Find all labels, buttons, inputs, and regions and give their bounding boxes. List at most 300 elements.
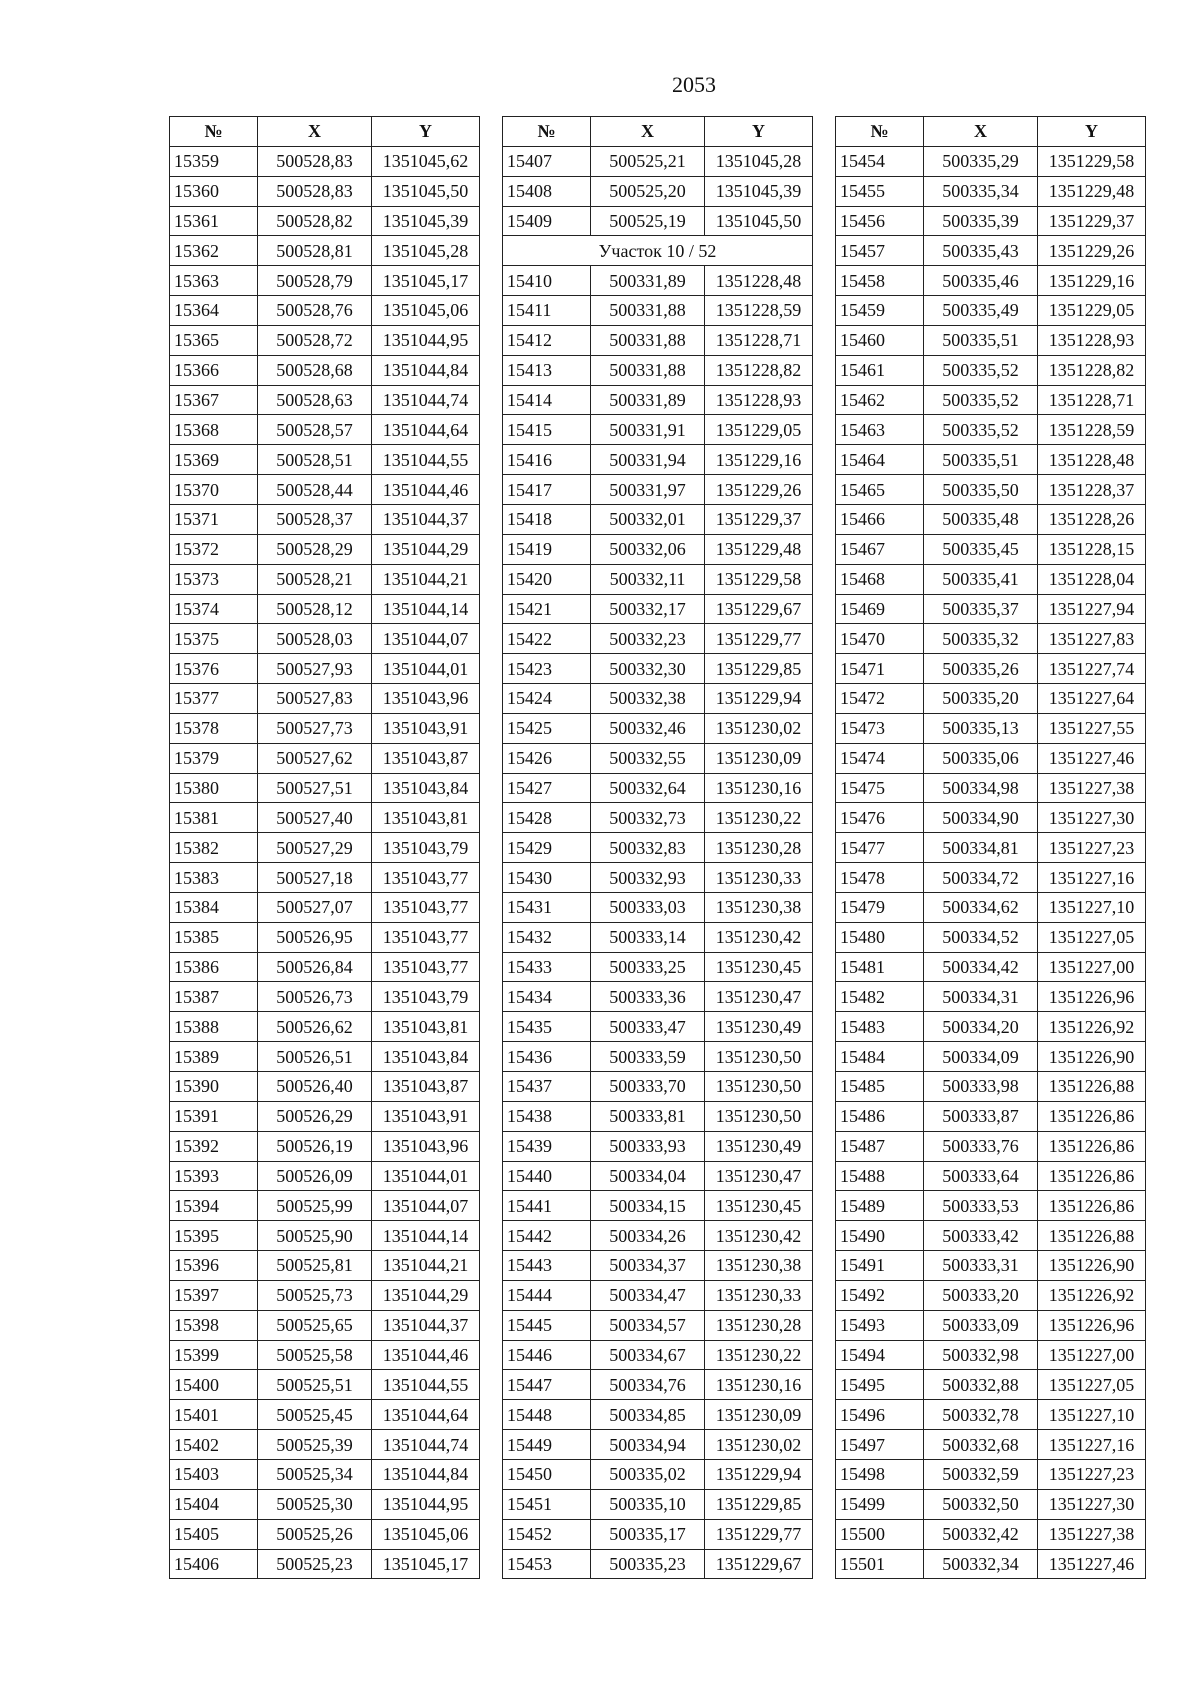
table-row: [503, 1191, 813, 1221]
table-row: [170, 863, 480, 893]
y-coordinate-cell: 1351045,50: [705, 206, 813, 236]
y-coordinate-cell: 1351230,49: [705, 1012, 813, 1042]
point-number-cell: 15489: [836, 1191, 924, 1221]
y-coordinate-cell: 1351230,09: [705, 743, 813, 773]
point-number-cell: 15465: [836, 475, 924, 505]
x-coordinate-cell: 500333,87: [924, 1101, 1038, 1131]
point-number-cell: 15428: [503, 803, 591, 833]
x-coordinate-cell: 500528,12: [258, 594, 372, 624]
y-coordinate-cell: 1351227,64: [1038, 684, 1146, 714]
point-number-cell: 15467: [836, 534, 924, 564]
y-coordinate-cell: 1351227,74: [1038, 654, 1146, 684]
x-coordinate-cell: 500528,21: [258, 564, 372, 594]
point-number-cell: 15426: [503, 743, 591, 773]
x-coordinate-cell: 500333,36: [591, 982, 705, 1012]
y-coordinate-cell: 1351043,87: [372, 1072, 480, 1102]
point-number-cell: 15480: [836, 922, 924, 952]
x-coordinate-cell: 500333,14: [591, 922, 705, 952]
x-coordinate-cell: 500528,63: [258, 385, 372, 415]
x-coordinate-cell: 500526,19: [258, 1131, 372, 1161]
table-row: [170, 504, 480, 534]
y-coordinate-cell: 1351044,29: [372, 534, 480, 564]
x-coordinate-cell: 500332,88: [924, 1370, 1038, 1400]
y-coordinate-cell: 1351228,59: [1038, 415, 1146, 445]
table-row: [836, 594, 1146, 624]
x-coordinate-cell: 500335,26: [924, 654, 1038, 684]
y-coordinate-cell: 1351226,88: [1038, 1072, 1146, 1102]
point-number-cell: 15420: [503, 564, 591, 594]
point-number-cell: 15403: [170, 1459, 258, 1489]
table-row: [503, 206, 813, 236]
y-coordinate-cell: 1351227,23: [1038, 1459, 1146, 1489]
point-number-cell: 15398: [170, 1310, 258, 1340]
point-number-cell: 15387: [170, 982, 258, 1012]
y-coordinate-cell: 1351044,14: [372, 594, 480, 624]
x-coordinate-cell: 500527,40: [258, 803, 372, 833]
y-coordinate-cell: 1351044,21: [372, 1251, 480, 1281]
header-y: Y: [1038, 117, 1146, 147]
table-row: [836, 1131, 1146, 1161]
table-row: [836, 1012, 1146, 1042]
x-coordinate-cell: 500334,90: [924, 803, 1038, 833]
table-row: [836, 1549, 1146, 1579]
x-coordinate-cell: 500528,03: [258, 624, 372, 654]
point-number-cell: 15394: [170, 1191, 258, 1221]
point-number-cell: 15386: [170, 952, 258, 982]
x-coordinate-cell: 500526,09: [258, 1161, 372, 1191]
y-coordinate-cell: 1351043,77: [372, 892, 480, 922]
table-row: [836, 1221, 1146, 1251]
table-row: [836, 1519, 1146, 1549]
x-coordinate-cell: 500334,52: [924, 922, 1038, 952]
point-number-cell: 15421: [503, 594, 591, 624]
table-row: [836, 296, 1146, 326]
x-coordinate-cell: 500334,76: [591, 1370, 705, 1400]
x-coordinate-cell: 500528,68: [258, 355, 372, 385]
y-coordinate-cell: 1351230,28: [705, 833, 813, 863]
x-coordinate-cell: 500335,48: [924, 504, 1038, 534]
y-coordinate-cell: 1351230,38: [705, 1251, 813, 1281]
point-number-cell: 15447: [503, 1370, 591, 1400]
table-row: [170, 266, 480, 296]
y-coordinate-cell: 1351044,84: [372, 355, 480, 385]
point-number-cell: 15399: [170, 1340, 258, 1370]
point-number-cell: 15385: [170, 922, 258, 952]
point-number-cell: 15492: [836, 1280, 924, 1310]
y-coordinate-cell: 1351230,02: [705, 713, 813, 743]
x-coordinate-cell: 500331,88: [591, 355, 705, 385]
x-coordinate-cell: 500334,62: [924, 892, 1038, 922]
header-number: №: [503, 117, 591, 147]
table-row: [503, 475, 813, 505]
table-row: [503, 1161, 813, 1191]
x-coordinate-cell: 500525,30: [258, 1489, 372, 1519]
y-coordinate-cell: 1351230,16: [705, 1370, 813, 1400]
x-coordinate-cell: 500334,26: [591, 1221, 705, 1251]
y-coordinate-cell: 1351227,00: [1038, 952, 1146, 982]
y-coordinate-cell: 1351230,02: [705, 1430, 813, 1460]
x-coordinate-cell: 500525,26: [258, 1519, 372, 1549]
x-coordinate-cell: 500526,84: [258, 952, 372, 982]
x-coordinate-cell: 500526,51: [258, 1042, 372, 1072]
y-coordinate-cell: 1351045,39: [705, 176, 813, 206]
table-row: [836, 445, 1146, 475]
x-coordinate-cell: 500334,37: [591, 1251, 705, 1281]
y-coordinate-cell: 1351226,86: [1038, 1161, 1146, 1191]
y-coordinate-cell: 1351229,77: [705, 624, 813, 654]
point-number-cell: 15445: [503, 1310, 591, 1340]
table-row: [170, 325, 480, 355]
y-coordinate-cell: 1351230,42: [705, 922, 813, 952]
x-coordinate-cell: 500332,30: [591, 654, 705, 684]
point-number-cell: 15452: [503, 1519, 591, 1549]
y-coordinate-cell: 1351230,45: [705, 952, 813, 982]
point-number-cell: 15446: [503, 1340, 591, 1370]
point-number-cell: 15359: [170, 146, 258, 176]
table-row: [503, 1221, 813, 1251]
table-row: [170, 594, 480, 624]
x-coordinate-cell: 500333,47: [591, 1012, 705, 1042]
point-number-cell: 15423: [503, 654, 591, 684]
x-coordinate-cell: 500527,29: [258, 833, 372, 863]
table-row: [503, 1430, 813, 1460]
y-coordinate-cell: 1351044,95: [372, 1489, 480, 1519]
y-coordinate-cell: 1351229,94: [705, 684, 813, 714]
point-number-cell: 15427: [503, 773, 591, 803]
point-number-cell: 15471: [836, 654, 924, 684]
point-number-cell: 15402: [170, 1430, 258, 1460]
table-row: [836, 1280, 1146, 1310]
y-coordinate-cell: 1351044,07: [372, 624, 480, 654]
y-coordinate-cell: 1351226,86: [1038, 1191, 1146, 1221]
point-number-cell: 15474: [836, 743, 924, 773]
header-row: [836, 117, 1146, 147]
y-coordinate-cell: 1351226,96: [1038, 1310, 1146, 1340]
point-number-cell: 15451: [503, 1489, 591, 1519]
y-coordinate-cell: 1351230,16: [705, 773, 813, 803]
y-coordinate-cell: 1351044,55: [372, 1370, 480, 1400]
point-number-cell: 15425: [503, 713, 591, 743]
point-number-cell: 15477: [836, 833, 924, 863]
table-row: [170, 713, 480, 743]
x-coordinate-cell: 500335,32: [924, 624, 1038, 654]
table-row: [836, 952, 1146, 982]
x-coordinate-cell: 500528,83: [258, 146, 372, 176]
y-coordinate-cell: 1351227,23: [1038, 833, 1146, 863]
x-coordinate-cell: 500331,88: [591, 325, 705, 355]
y-coordinate-cell: 1351043,96: [372, 1131, 480, 1161]
y-coordinate-cell: 1351228,93: [1038, 325, 1146, 355]
y-coordinate-cell: 1351043,91: [372, 713, 480, 743]
x-coordinate-cell: 500334,57: [591, 1310, 705, 1340]
point-number-cell: 15478: [836, 863, 924, 893]
y-coordinate-cell: 1351043,84: [372, 1042, 480, 1072]
x-coordinate-cell: 500332,23: [591, 624, 705, 654]
point-number-cell: 15404: [170, 1489, 258, 1519]
coordinate-table-1: [169, 116, 480, 1579]
x-coordinate-cell: 500527,93: [258, 654, 372, 684]
x-coordinate-cell: 500334,72: [924, 863, 1038, 893]
point-number-cell: 15383: [170, 863, 258, 893]
y-coordinate-cell: 1351044,07: [372, 1191, 480, 1221]
point-number-cell: 15500: [836, 1519, 924, 1549]
table-row: [503, 1489, 813, 1519]
y-coordinate-cell: 1351226,88: [1038, 1221, 1146, 1251]
y-coordinate-cell: 1351229,67: [705, 1549, 813, 1579]
x-coordinate-cell: 500335,37: [924, 594, 1038, 624]
table-row: [170, 1042, 480, 1072]
header-row: [503, 117, 813, 147]
y-coordinate-cell: 1351226,86: [1038, 1131, 1146, 1161]
y-coordinate-cell: 1351230,49: [705, 1131, 813, 1161]
point-number-cell: 15363: [170, 266, 258, 296]
x-coordinate-cell: 500335,39: [924, 206, 1038, 236]
point-number-cell: 15443: [503, 1251, 591, 1281]
x-coordinate-cell: 500332,38: [591, 684, 705, 714]
point-number-cell: 15390: [170, 1072, 258, 1102]
x-coordinate-cell: 500333,31: [924, 1251, 1038, 1281]
table-row: [503, 952, 813, 982]
y-coordinate-cell: 1351228,71: [1038, 385, 1146, 415]
x-coordinate-cell: 500334,20: [924, 1012, 1038, 1042]
point-number-cell: 15482: [836, 982, 924, 1012]
point-number-cell: 15476: [836, 803, 924, 833]
table-row: [836, 475, 1146, 505]
table-row: [503, 325, 813, 355]
y-coordinate-cell: 1351227,46: [1038, 1549, 1146, 1579]
y-coordinate-cell: 1351229,48: [1038, 176, 1146, 206]
y-coordinate-cell: 1351045,62: [372, 146, 480, 176]
table-row: [836, 385, 1146, 415]
y-coordinate-cell: 1351227,30: [1038, 803, 1146, 833]
y-coordinate-cell: 1351045,17: [372, 1549, 480, 1579]
x-coordinate-cell: 500525,99: [258, 1191, 372, 1221]
table-row: [503, 1131, 813, 1161]
table-row: [170, 1549, 480, 1579]
table-row: [836, 1400, 1146, 1430]
x-coordinate-cell: 500335,20: [924, 684, 1038, 714]
x-coordinate-cell: 500526,73: [258, 982, 372, 1012]
point-number-cell: 15469: [836, 594, 924, 624]
table-row: [170, 176, 480, 206]
x-coordinate-cell: 500333,59: [591, 1042, 705, 1072]
table-row: [503, 1370, 813, 1400]
point-number-cell: 15360: [170, 176, 258, 206]
table-row: [503, 176, 813, 206]
point-number-cell: 15484: [836, 1042, 924, 1072]
x-coordinate-cell: 500335,29: [924, 146, 1038, 176]
y-coordinate-cell: 1351228,15: [1038, 534, 1146, 564]
point-number-cell: 15418: [503, 504, 591, 534]
x-coordinate-cell: 500528,37: [258, 504, 372, 534]
y-coordinate-cell: 1351229,58: [705, 564, 813, 594]
x-coordinate-cell: 500331,97: [591, 475, 705, 505]
point-number-cell: 15381: [170, 803, 258, 833]
section-header-row: [503, 236, 813, 266]
point-number-cell: 15491: [836, 1251, 924, 1281]
table-row: [503, 1519, 813, 1549]
x-coordinate-cell: 500332,46: [591, 713, 705, 743]
point-number-cell: 15487: [836, 1131, 924, 1161]
table-row: [503, 415, 813, 445]
table-row: [170, 773, 480, 803]
x-coordinate-cell: 500528,81: [258, 236, 372, 266]
table-row: [503, 1251, 813, 1281]
y-coordinate-cell: 1351230,22: [705, 803, 813, 833]
y-coordinate-cell: 1351045,50: [372, 176, 480, 206]
x-coordinate-cell: 500525,45: [258, 1400, 372, 1430]
x-coordinate-cell: 500332,93: [591, 863, 705, 893]
x-coordinate-cell: 500335,17: [591, 1519, 705, 1549]
point-number-cell: 15455: [836, 176, 924, 206]
y-coordinate-cell: 1351227,83: [1038, 624, 1146, 654]
table-row: [170, 624, 480, 654]
x-coordinate-cell: 500525,65: [258, 1310, 372, 1340]
table-row: [170, 1131, 480, 1161]
y-coordinate-cell: 1351229,05: [1038, 296, 1146, 326]
x-coordinate-cell: 500335,43: [924, 236, 1038, 266]
x-coordinate-cell: 500528,51: [258, 445, 372, 475]
point-number-cell: 15438: [503, 1101, 591, 1131]
table-row: [503, 355, 813, 385]
x-coordinate-cell: 500335,52: [924, 415, 1038, 445]
y-coordinate-cell: 1351229,77: [705, 1519, 813, 1549]
point-number-cell: 15392: [170, 1131, 258, 1161]
table-row: [170, 1340, 480, 1370]
x-coordinate-cell: 500528,44: [258, 475, 372, 505]
table-row: [836, 1370, 1146, 1400]
x-coordinate-cell: 500332,50: [924, 1489, 1038, 1519]
table-row: [503, 922, 813, 952]
x-coordinate-cell: 500333,20: [924, 1280, 1038, 1310]
y-coordinate-cell: 1351044,01: [372, 654, 480, 684]
coordinate-table-3: [835, 116, 1146, 1579]
table-row: [836, 206, 1146, 236]
x-coordinate-cell: 500331,88: [591, 296, 705, 326]
table-row: [170, 1012, 480, 1042]
point-number-cell: 15429: [503, 833, 591, 863]
point-number-cell: 15461: [836, 355, 924, 385]
table-row: [503, 1012, 813, 1042]
table-row: [503, 684, 813, 714]
y-coordinate-cell: 1351230,22: [705, 1340, 813, 1370]
point-number-cell: 15488: [836, 1161, 924, 1191]
x-coordinate-cell: 500333,09: [924, 1310, 1038, 1340]
y-coordinate-cell: 1351230,45: [705, 1191, 813, 1221]
table-row: [836, 1072, 1146, 1102]
y-coordinate-cell: 1351230,33: [705, 1280, 813, 1310]
x-coordinate-cell: 500335,50: [924, 475, 1038, 505]
x-coordinate-cell: 500334,81: [924, 833, 1038, 863]
table-row: [503, 146, 813, 176]
table-row: [170, 534, 480, 564]
table-row: [170, 1519, 480, 1549]
point-number-cell: 15439: [503, 1131, 591, 1161]
y-coordinate-cell: 1351044,21: [372, 564, 480, 594]
x-coordinate-cell: 500332,68: [924, 1430, 1038, 1460]
table-row: [503, 713, 813, 743]
y-coordinate-cell: 1351043,77: [372, 922, 480, 952]
x-coordinate-cell: 500332,01: [591, 504, 705, 534]
point-number-cell: 15453: [503, 1549, 591, 1579]
table-row: [836, 1161, 1146, 1191]
y-coordinate-cell: 1351230,28: [705, 1310, 813, 1340]
x-coordinate-cell: 500526,62: [258, 1012, 372, 1042]
y-coordinate-cell: 1351043,79: [372, 833, 480, 863]
point-number-cell: 15493: [836, 1310, 924, 1340]
point-number-cell: 15406: [170, 1549, 258, 1579]
x-coordinate-cell: 500335,41: [924, 564, 1038, 594]
x-coordinate-cell: 500332,17: [591, 594, 705, 624]
x-coordinate-cell: 500525,34: [258, 1459, 372, 1489]
table-row: [503, 445, 813, 475]
table-row: [836, 713, 1146, 743]
table-row: [503, 1340, 813, 1370]
y-coordinate-cell: 1351230,33: [705, 863, 813, 893]
point-number-cell: 15497: [836, 1430, 924, 1460]
table-row: [170, 206, 480, 236]
y-coordinate-cell: 1351228,26: [1038, 504, 1146, 534]
point-number-cell: 15460: [836, 325, 924, 355]
y-coordinate-cell: 1351227,46: [1038, 743, 1146, 773]
y-coordinate-cell: 1351044,37: [372, 1310, 480, 1340]
table-row: [170, 1101, 480, 1131]
y-coordinate-cell: 1351045,06: [372, 1519, 480, 1549]
y-coordinate-cell: 1351044,46: [372, 1340, 480, 1370]
x-coordinate-cell: 500528,76: [258, 296, 372, 326]
table-row: [170, 236, 480, 266]
table-row: [170, 1459, 480, 1489]
y-coordinate-cell: 1351228,82: [705, 355, 813, 385]
table-row: [503, 773, 813, 803]
x-coordinate-cell: 500334,47: [591, 1280, 705, 1310]
y-coordinate-cell: 1351230,38: [705, 892, 813, 922]
x-coordinate-cell: 500333,81: [591, 1101, 705, 1131]
table-row: [836, 982, 1146, 1012]
x-coordinate-cell: 500525,20: [591, 176, 705, 206]
table-row: [170, 445, 480, 475]
point-number-cell: 15377: [170, 684, 258, 714]
y-coordinate-cell: 1351226,86: [1038, 1101, 1146, 1131]
table-row: [836, 325, 1146, 355]
x-coordinate-cell: 500332,83: [591, 833, 705, 863]
x-coordinate-cell: 500525,39: [258, 1430, 372, 1460]
x-coordinate-cell: 500333,76: [924, 1131, 1038, 1161]
table-row: [170, 1370, 480, 1400]
x-coordinate-cell: 500332,64: [591, 773, 705, 803]
y-coordinate-cell: 1351044,01: [372, 1161, 480, 1191]
point-number-cell: 15449: [503, 1430, 591, 1460]
point-number-cell: 15382: [170, 833, 258, 863]
table-row: [836, 1340, 1146, 1370]
table-row: [170, 684, 480, 714]
page-number: 2053: [672, 72, 716, 97]
table-row: [503, 1072, 813, 1102]
point-number-cell: 15457: [836, 236, 924, 266]
y-coordinate-cell: 1351228,93: [705, 385, 813, 415]
point-number-cell: 15412: [503, 325, 591, 355]
table-row: [170, 833, 480, 863]
point-number-cell: 15419: [503, 534, 591, 564]
table-row: [170, 1191, 480, 1221]
table-row: [836, 1489, 1146, 1519]
table-row: [836, 654, 1146, 684]
y-coordinate-cell: 1351230,50: [705, 1072, 813, 1102]
x-coordinate-cell: 500333,25: [591, 952, 705, 982]
y-coordinate-cell: 1351230,42: [705, 1221, 813, 1251]
table-row: [170, 1310, 480, 1340]
x-coordinate-cell: 500525,51: [258, 1370, 372, 1400]
